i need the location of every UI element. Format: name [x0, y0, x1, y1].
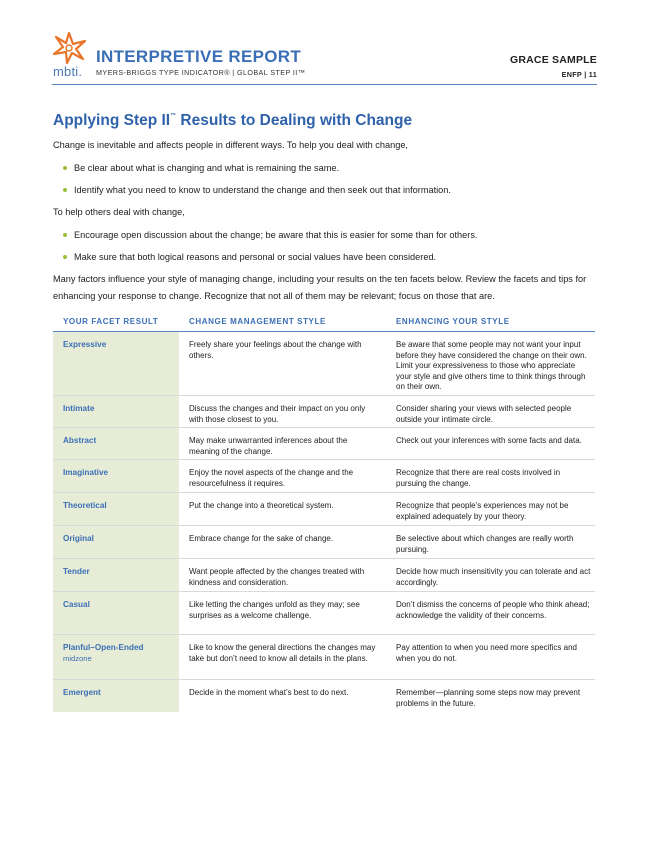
others-intro-paragraph: To help others deal with change,: [53, 207, 185, 217]
style-cell: Freely share your feelings about the change with others.: [189, 340, 362, 360]
column-header-facet: YOUR FACET RESULT: [63, 317, 159, 326]
facet-name: Original: [63, 534, 94, 543]
table-row: [53, 526, 595, 559]
facet-cell: [53, 635, 179, 679]
table-row: [53, 428, 595, 460]
facet-name: Imaginative: [63, 468, 109, 477]
facet-cell: [53, 428, 179, 459]
style-cell: Enjoy the novel aspects of the change and the resourcefulness it requires.: [189, 468, 354, 488]
facet-name: Planful–Open-Ended: [63, 643, 144, 652]
enhance-cell: Be selective about which changes are really worth pursuing.: [396, 534, 574, 554]
facet-cell: [53, 460, 179, 492]
enhance-cell: Recognize that people’s experiences may not be explained adequately by your theory.: [396, 501, 569, 521]
enhance-cell: Be aware that some people may not want your input before they have considered the change on their own. Limit your expressiveness to those who appreciate your style and give others time to think things through on their own.: [396, 340, 587, 391]
mbti-star-icon: [52, 32, 86, 64]
style-cell: Like letting the changes unfold as they may; see surprises as a welcome challenge.: [189, 600, 360, 620]
report-title: INTERPRETIVE REPORT: [96, 47, 302, 66]
facet-name: Expressive: [63, 340, 107, 349]
facet-cell: [53, 592, 179, 634]
heading-part-1: Applying Step II: [53, 112, 171, 129]
bullet-dot-icon: [63, 255, 67, 259]
bullet-dot-icon: [63, 233, 67, 237]
bullet-dot-icon: [63, 188, 67, 192]
list-item: [63, 230, 477, 240]
style-cell: Put the change into a theoretical system.: [189, 501, 334, 510]
style-cell: Want people affected by the changes treated with kindness and consideration.: [189, 567, 365, 587]
facet-cell: [53, 559, 179, 591]
facet-name: Intimate: [63, 404, 95, 413]
report-header: [52, 32, 597, 86]
table-row: [53, 460, 595, 493]
report-subtitle: MYERS-BRIGGS TYPE INDICATOR® | GLOBAL STEP II™: [96, 68, 306, 77]
bullet-dot-icon: [63, 166, 67, 170]
mbti-logo: [52, 32, 92, 78]
closing-paragraph: Many factors influence your style of managing change, including your results on the ten facets below. Review the facets and tips for enhancing your response to change. Recognize that not all of them may be relevant; focus on those that are.: [53, 274, 587, 301]
facet-zone: midzone: [63, 654, 92, 663]
style-cell: Discuss the changes and their impact on you only with those closest to you.: [189, 404, 366, 424]
header-divider: [52, 84, 597, 85]
facet-cell: [53, 493, 179, 525]
column-header-enhance: ENHANCING YOUR STYLE: [396, 317, 510, 326]
enhance-cell: Consider sharing your views with selected people outside your intimate circle.: [396, 404, 572, 424]
style-cell: Embrace change for the sake of change.: [189, 534, 334, 543]
style-cell: Decide in the moment what’s best to do next.: [189, 688, 349, 697]
bullet-text: Make sure that both logical reasons and personal or social values have been considered.: [74, 252, 437, 262]
enhance-cell: Pay attention to when you need more specifics and when you do not.: [396, 643, 577, 663]
table-row: [53, 493, 595, 526]
table-row: [53, 592, 595, 635]
facet-name: Casual: [63, 600, 90, 609]
facet-name: Theoretical: [63, 501, 107, 510]
list-item: [63, 185, 451, 195]
mbti-logo-text: mbti.: [53, 64, 83, 79]
table-row: [53, 635, 595, 680]
style-cell: Like to know the general directions the changes may take but don’t need to know all details in the plans.: [189, 643, 376, 663]
table-row: [53, 559, 595, 592]
facet-table: [53, 314, 595, 712]
enhance-cell: Check out your inferences with some facts and data.: [396, 436, 582, 445]
facet-cell: [53, 526, 179, 558]
intro-paragraph: Change is inevitable and affects people in different ways. To help you deal with change,: [53, 140, 408, 150]
bullet-text: Be clear about what is changing and what is remaining the same.: [74, 163, 340, 173]
style-cell: May make unwarranted inferences about the meaning of the change.: [189, 436, 348, 456]
facet-cell: [53, 680, 179, 712]
bullet-text: Encourage open discussion about the change; be aware that this is easier for some than for others.: [74, 230, 478, 240]
heading-part-2: Results to Dealing with Change: [176, 112, 413, 129]
enhance-cell: Decide how much insensitivity you can tolerate and act accordingly.: [396, 567, 591, 587]
enhance-cell: Remember—planning some steps now may prevent problems in the future.: [396, 688, 581, 708]
type-page-reference: ENFP | 11: [561, 70, 597, 79]
heading-trademark: ™: [170, 113, 177, 119]
table-row: [53, 332, 595, 396]
bullet-text: Identify what you need to know to understand the change and then seek out that information.: [74, 185, 451, 195]
facet-cell: [53, 396, 179, 427]
table-row: [53, 396, 595, 428]
column-header-style: CHANGE MANAGEMENT STYLE: [189, 317, 326, 326]
list-item: [63, 252, 436, 262]
section-heading: [53, 112, 412, 130]
facet-cell: [53, 332, 179, 395]
client-name: GRACE SAMPLE: [510, 54, 597, 66]
list-item: [63, 163, 339, 173]
enhance-cell: Recognize that there are real costs involved in pursuing the change.: [396, 468, 561, 488]
facet-name: Abstract: [63, 436, 97, 445]
table-header: [53, 314, 595, 332]
facet-name: Tender: [63, 567, 90, 576]
enhance-cell: Don’t dismiss the concerns of people who think ahead; acknowledge the validity of their concerns.: [396, 600, 590, 620]
table-row: [53, 680, 595, 712]
facet-name: Emergent: [63, 688, 101, 697]
